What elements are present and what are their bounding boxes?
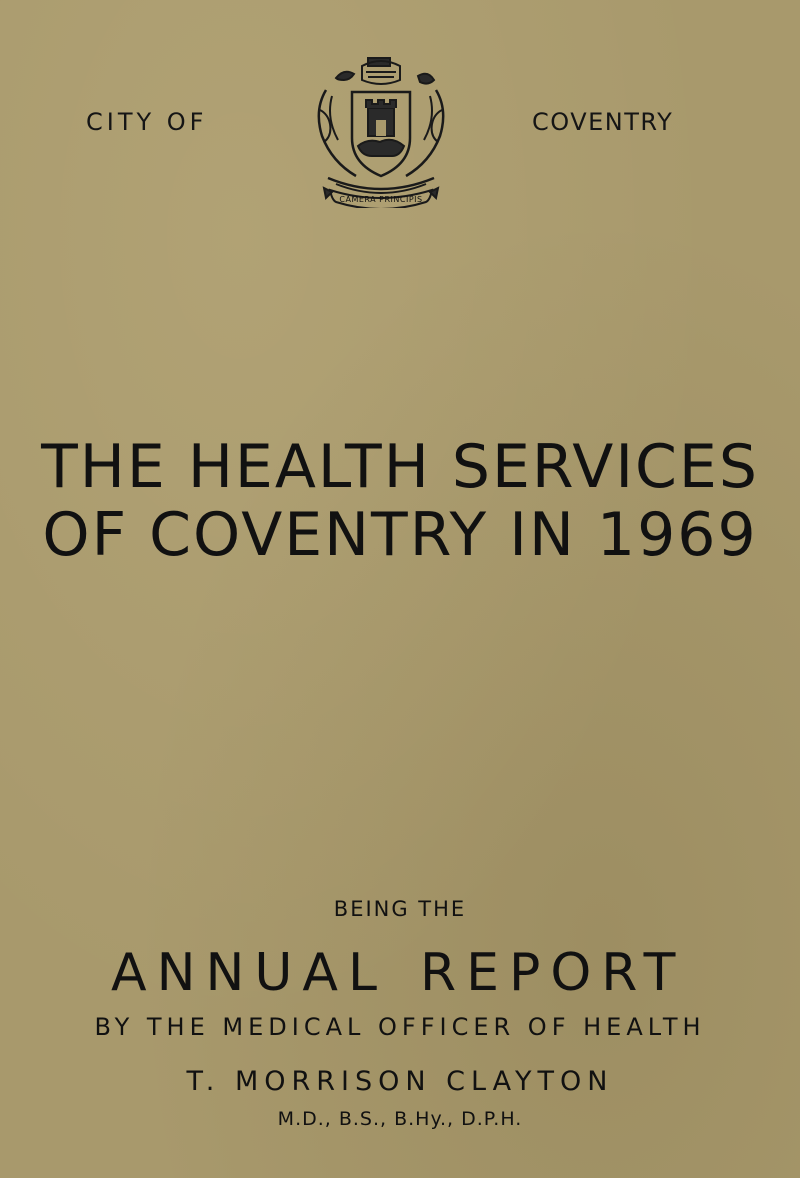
header-city-of: CITY OF	[86, 108, 208, 136]
being-the-text: BEING THE	[333, 897, 467, 921]
author-qualifications: M.D., B.S., B.Hy., D.P.H.	[277, 1108, 523, 1130]
crest-motto: CAMERA PRINCIPIS	[339, 195, 423, 204]
annual-heading: ANNUAL	[111, 943, 387, 1003]
header-coventry: COVENTRY	[532, 108, 674, 136]
title-line-2: OF COVENTRY IN 1969	[42, 500, 758, 570]
report-heading: REPORT	[420, 943, 686, 1003]
by-medical-officer-line: BY THE MEDICAL OFFICER OF HEALTH	[94, 1013, 706, 1041]
author-name: T. MORRISON CLAYTON	[186, 1066, 614, 1097]
title-line-1: THE HEALTH SERVICES	[41, 432, 759, 502]
coat-of-arms-icon	[306, 50, 456, 208]
